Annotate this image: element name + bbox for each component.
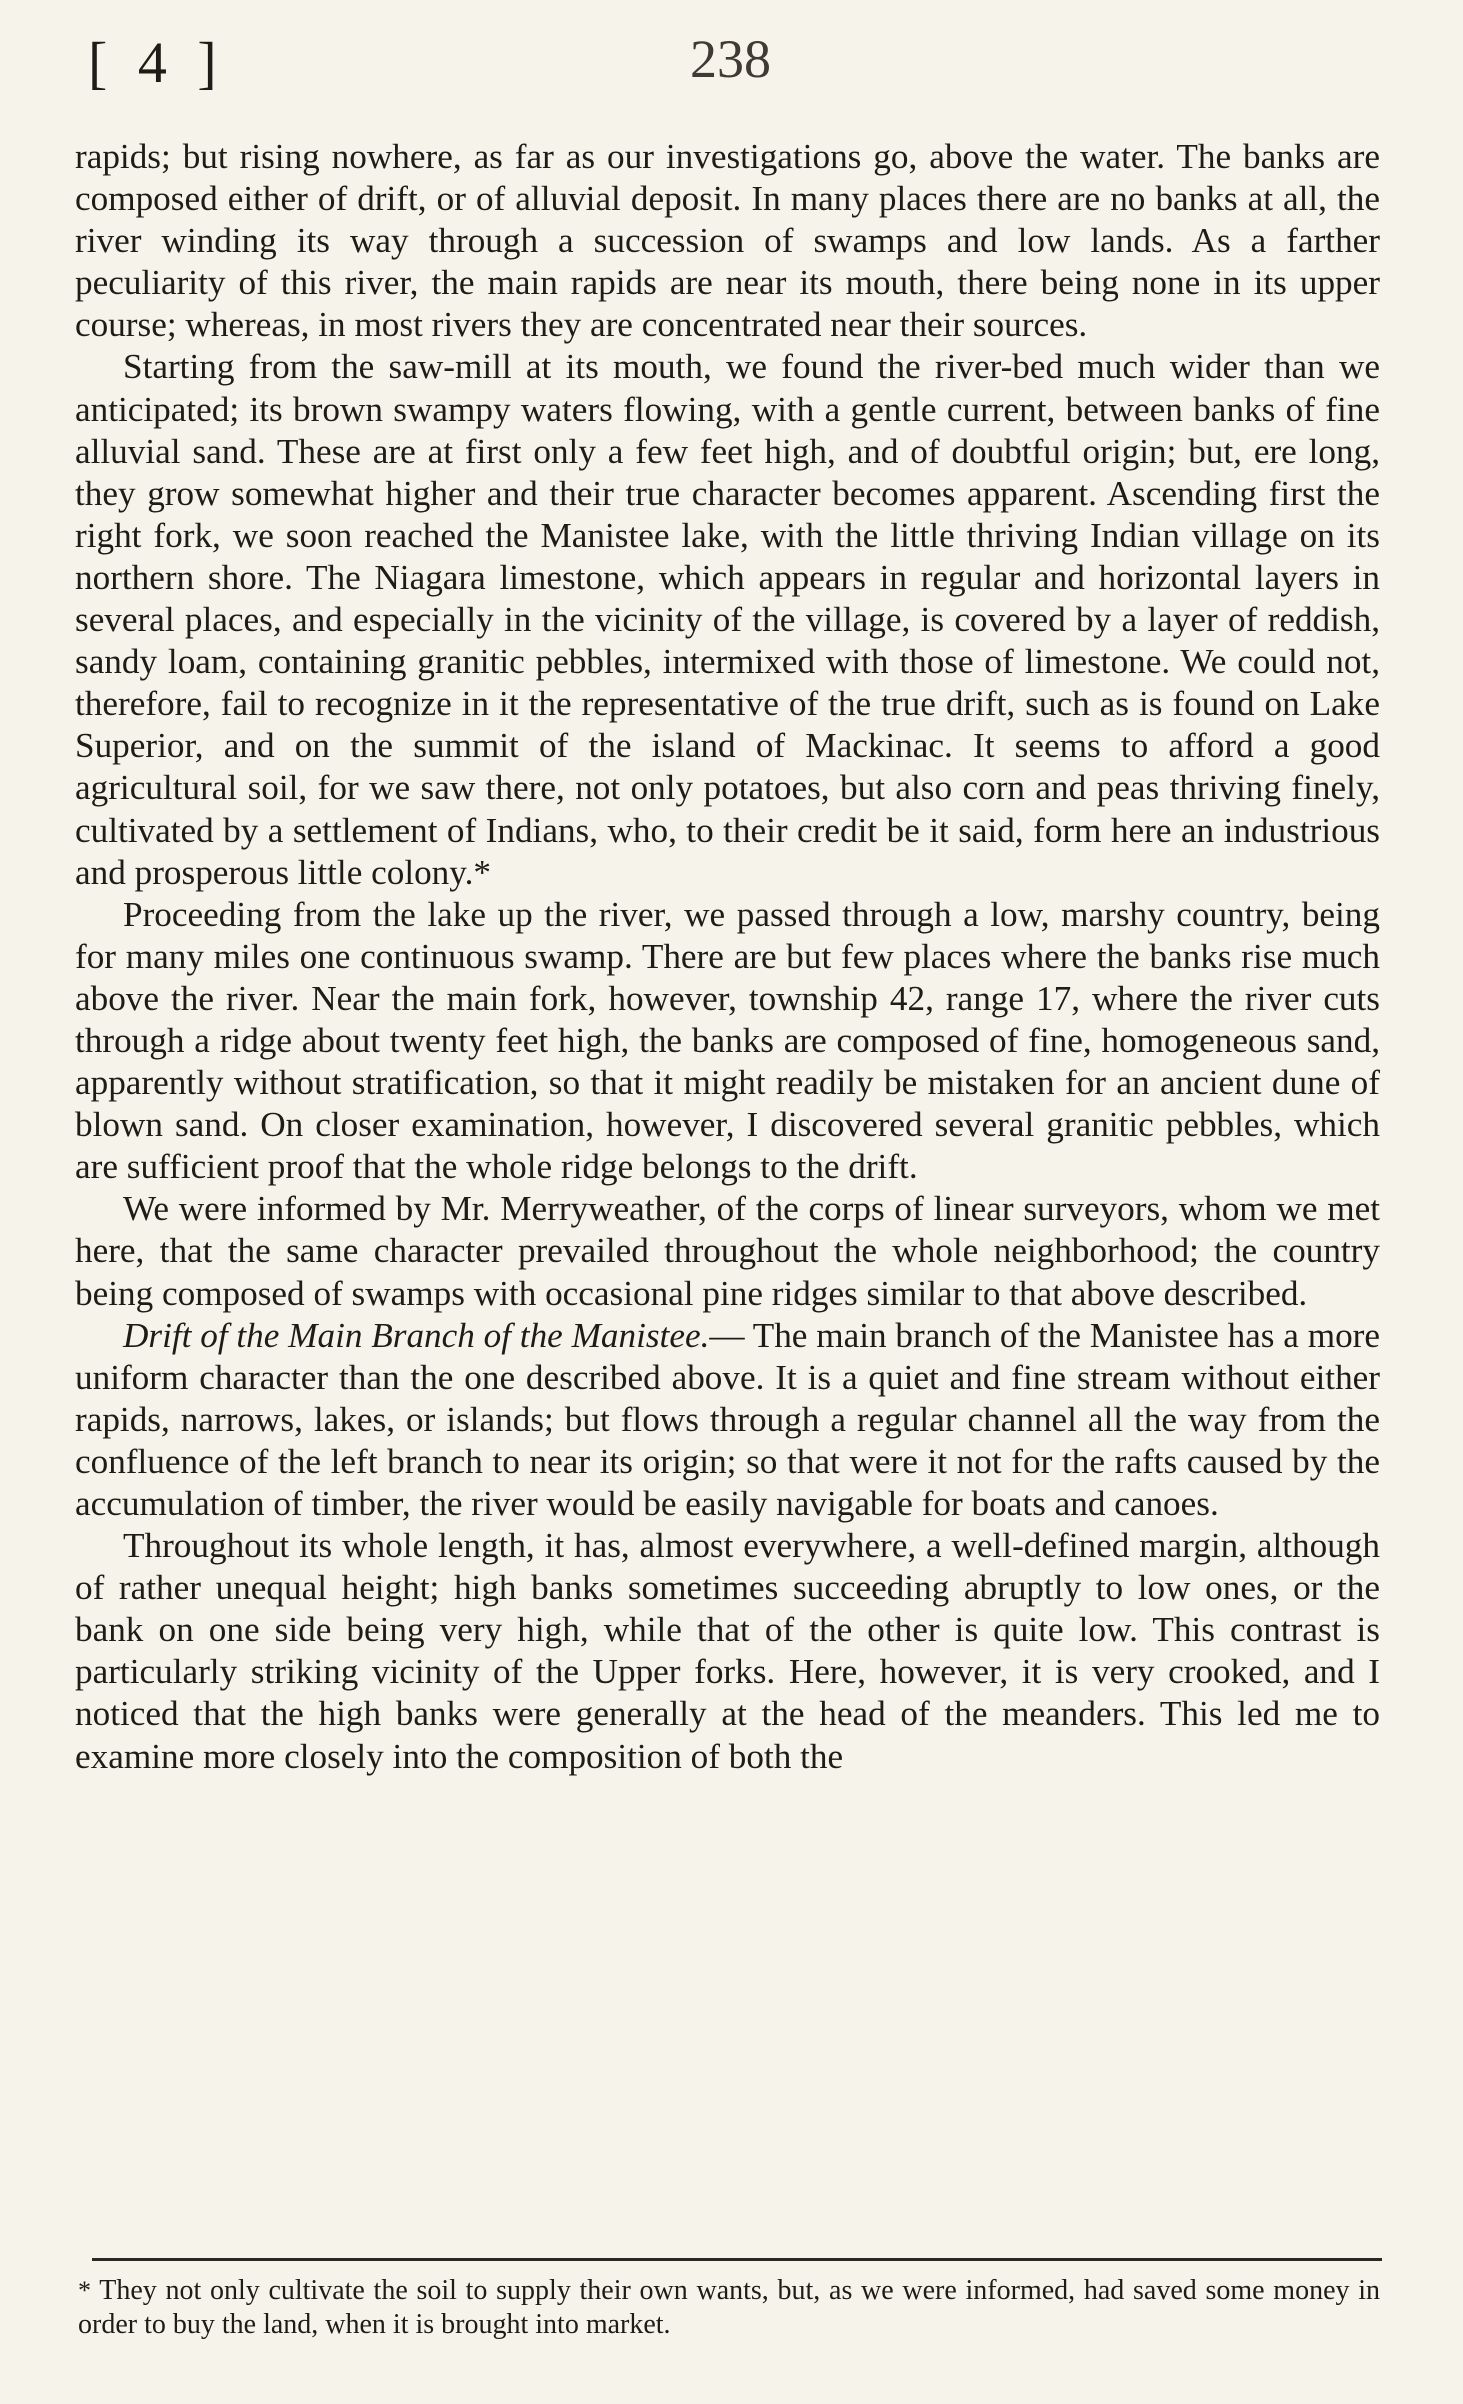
paragraph: Throughout its whole length, it has, almost everywhere, a well-defined margin, although of rather unequal height; high banks sometimes succeeding abruptly to low ones, or the bank on one side being very high, while that of the other is quite low. This contrast is particularly striking vicinity of the Upper forks. Here, however, it is very crooked, and I noticed that the high banks were generally at the head of the meanders. This led me to examine more closely into the composition of both the: [75, 1526, 1380, 1776]
paragraph: We were informed by Mr. Merryweather, of the corps of linear surveyors, whom we met here, that the same character prevailed throughout the whole neighborhood; the country being composed of swamps with occasional pine ridges similar to that above described.: [75, 1189, 1380, 1313]
paragraph: [75, 1315, 1380, 1525]
section-heading: Drift of the Main Branch of the Manistee.: [123, 1315, 710, 1355]
body-text: [75, 136, 1380, 1778]
paragraph: Starting from the saw-mill at its mouth, we found the river-bed much wider than we anticipated; its brown swampy waters flowing, with a gentle current, between banks of fine alluvial sand. These are at first only a few feet high, and of doubtful origin; but, ere long, they grow somewhat higher and their true character becomes apparent. Ascending first the right fork, we soon reached the Manistee lake, with the little thriving Indian village on its northern shore. The Niagara limestone, which appears in regular and horizontal layers in several places, and especially in the vicinity of the village, is covered by a layer of reddish, sandy loam, containing granitic pebbles, intermixed with those of limestone. We could not, therefore, fail to recognize in it the representative of the true drift, such as is found on Lake Superior, and on the summit of the island of Mackinac. It seems to afford a good agricultural soil, for we saw there, not only potatoes, but also corn and peas thriving finely, cultivated by a settlement of Indians, who, to their credit be it said, form here an industrious and prosperous little colony.*: [75, 347, 1380, 892]
footnote-mark: *: [78, 2276, 91, 2305]
paragraph: Proceeding from the lake up the river, we passed through a low, marshy country, being for many miles one continuous swamp. There are but few places where the banks rise much above the river. Near the main fork, however, township 42, range 17, where the river cuts through a ridge about twenty feet high, the banks are composed of fine, homogeneous sand, apparently without stratification, so that it might readily be mistaken for an ancient dune of blown sand. On closer examination, however, I discovered several granitic pebbles, which are sufficient proof that the whole ridge belongs to the drift.: [75, 894, 1380, 1187]
paragraph-text: — The main branch of the Manistee has a more uniform character than the one described above. It is a quiet and fine stream without either rapids, narrows, lakes, or islands; but flows through a regular channel all the way from the confluence of the left branch to near its origin; so that were it not for the rafts caused by the accumulation of timber, the river would be easily navigable for boats and canoes.: [75, 1315, 1380, 1523]
bracket-page-number: [ 4 ]: [88, 30, 225, 95]
page-header: [80, 28, 1390, 108]
footnote-divider: [92, 2258, 1382, 2261]
page-number: 238: [690, 29, 771, 89]
footnote-text: They not only cultivate the soil to supply their own wants, but, as we were informed, had saved some money in order to buy the land, when it is brought into market.: [78, 2275, 1380, 2340]
paragraph: rapids; but rising nowhere, as far as our investigations go, above the water. The banks are composed either of drift, or of alluvial deposit. In many places there are no banks at all, the river winding its way through a succession of swamps and low lands. As a farther peculiarity of this river, the main rapids are near its mouth, there being none in its upper course; whereas, in most rivers they are concentrated near their sources.: [75, 137, 1380, 345]
footnote: [78, 2274, 1380, 2342]
